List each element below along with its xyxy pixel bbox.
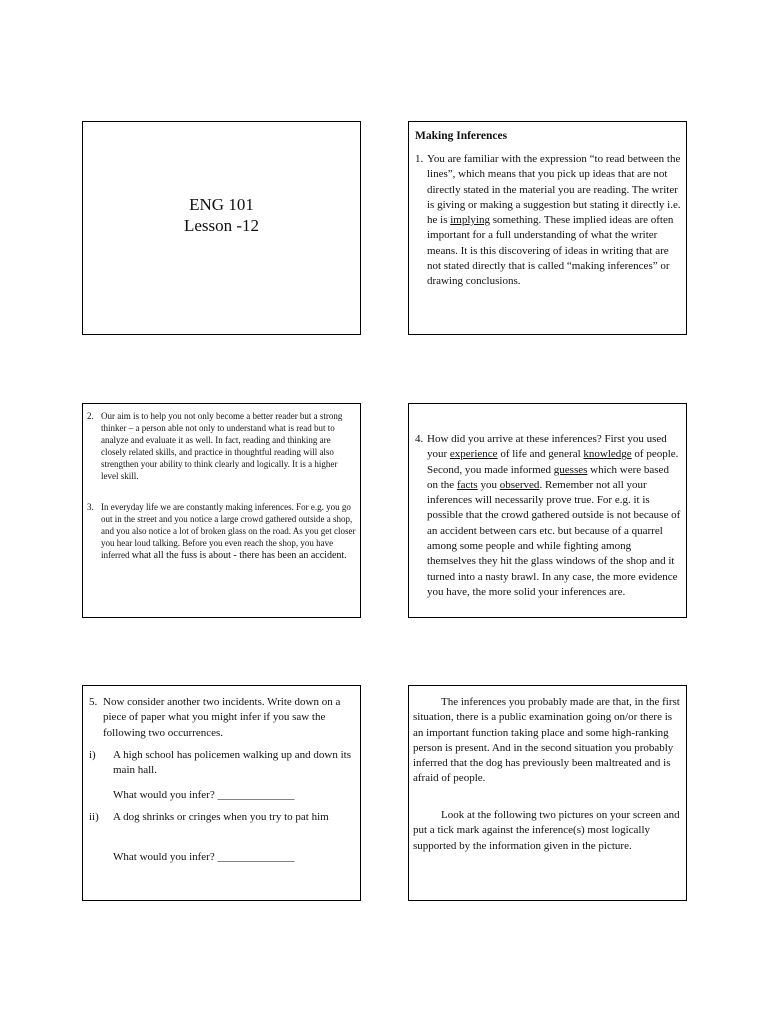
- point-4: [415, 432, 682, 600]
- point-text: Now consider another two incidents. Write down on a piece of paper what you might infer if you saw the following two occurrences.: [103, 696, 341, 739]
- text-run: which were based on the: [427, 463, 669, 491]
- point-1: [415, 152, 682, 290]
- slide-title: [82, 121, 361, 335]
- point-text: [101, 501, 357, 563]
- slide-exercise: [82, 685, 361, 901]
- point-number: 5.: [89, 696, 98, 708]
- underlined-term: experience: [449, 448, 498, 461]
- text-run: . Remember not all your inferences will necessarily prove true. For e.g. it is possible that the crowd gathered outside is not because of an accident between cars etc. but because of a quarrel among some people and while fighting among themselves they hit the glass windows of the shop and it turned into a nasty brawl. In any case, the more evidence you have, the more solid your inferences are.: [427, 478, 681, 598]
- slide-making-inferences: [408, 121, 687, 335]
- slide-points-2-3: [82, 403, 361, 618]
- paragraph-instructions: [413, 808, 681, 854]
- answer-prompt-i: What would you infer? ______________: [113, 789, 295, 801]
- item-number: ii): [89, 811, 99, 823]
- paragraph-inferences: [413, 695, 681, 787]
- item-text: A high school has policemen walking up and down its main hall.: [113, 749, 351, 777]
- point-text: [427, 152, 682, 290]
- item-number: i): [89, 749, 96, 761]
- exercise-item-ii: [89, 810, 354, 825]
- text-run: something. These implied ideas are often important for a full understanding of what the writer means. It is this discovering of ideas in writing that are not stated directly that is called “making inferences” or drawing conclusions.: [427, 214, 674, 288]
- underlined-term: facts: [456, 478, 478, 491]
- point-number: 4.: [415, 433, 424, 445]
- lesson-title: [83, 194, 360, 236]
- point-text: [427, 432, 682, 600]
- slide-point-4: [408, 403, 687, 618]
- slide-heading: Making Inferences: [415, 130, 508, 142]
- text-run: You are familiar with the expression “to read between the lines”, which means that you pick up ideas that are not directly stated in the material you are reading. The writer is giving or making a suggestion but stating it directly i.e. he is: [427, 153, 681, 227]
- text-run: what all the fuss is about - there has been an accident.: [131, 550, 347, 562]
- text-run: In everyday life we are constantly making inferences. For e.g. you go out in the street and you notice a large crowd gathered outside a shop, and you also notice a lot of broken glass on the road. As you get closer you hear loud talking. Before you even reach the shop, you have inferred: [101, 502, 356, 561]
- text-run: How did you arrive at these inferences? First you used your: [427, 433, 667, 461]
- point-number: 3.: [87, 502, 94, 512]
- text-run: The inferences you probably made are that, in the first situation, there is a public examination going on/or there is an important function taking place and some high-ranking person is present. And in the second situation you probably inferred that the dog has previously been maltreated and is afraid of people.: [413, 696, 680, 785]
- point-5: [89, 695, 354, 741]
- underlined-term: knowledge: [583, 448, 632, 461]
- underlined-term: observed: [499, 478, 540, 491]
- text-run: of people. Second, you made informed: [427, 448, 679, 476]
- point-number: 2.: [87, 411, 94, 421]
- text-run: of life and general: [497, 448, 584, 461]
- point-number: 1.: [415, 153, 424, 165]
- course-code: ENG 101: [189, 195, 254, 214]
- point-3: [87, 501, 357, 563]
- slide-discussion: [408, 685, 687, 901]
- underlined-term: guesses: [553, 463, 588, 476]
- answer-prompt-ii: What would you infer? ______________: [113, 851, 295, 863]
- text-run: Look at the following two pictures on your screen and put a tick mark against the inference(s) most logically supported by the information given in the picture.: [413, 809, 680, 852]
- text-run: you: [477, 478, 500, 491]
- point-2: [87, 410, 357, 483]
- item-text: A dog shrinks or cringes when you try to pat him: [113, 811, 329, 823]
- point-text: Our aim is to help you not only become a better reader but a strong thinker – a person able not only to understand what is read but to analyze and evaluate it as well. In fact, reading and thinking are closely related skills, and practice in thoughtful reading will also strengthen your ability to think clearly and logically. It is a higher level skill.: [101, 411, 343, 482]
- underlined-term: implying: [450, 214, 490, 227]
- lesson-number: Lesson -12: [183, 216, 260, 235]
- exercise-item-i: [89, 748, 354, 779]
